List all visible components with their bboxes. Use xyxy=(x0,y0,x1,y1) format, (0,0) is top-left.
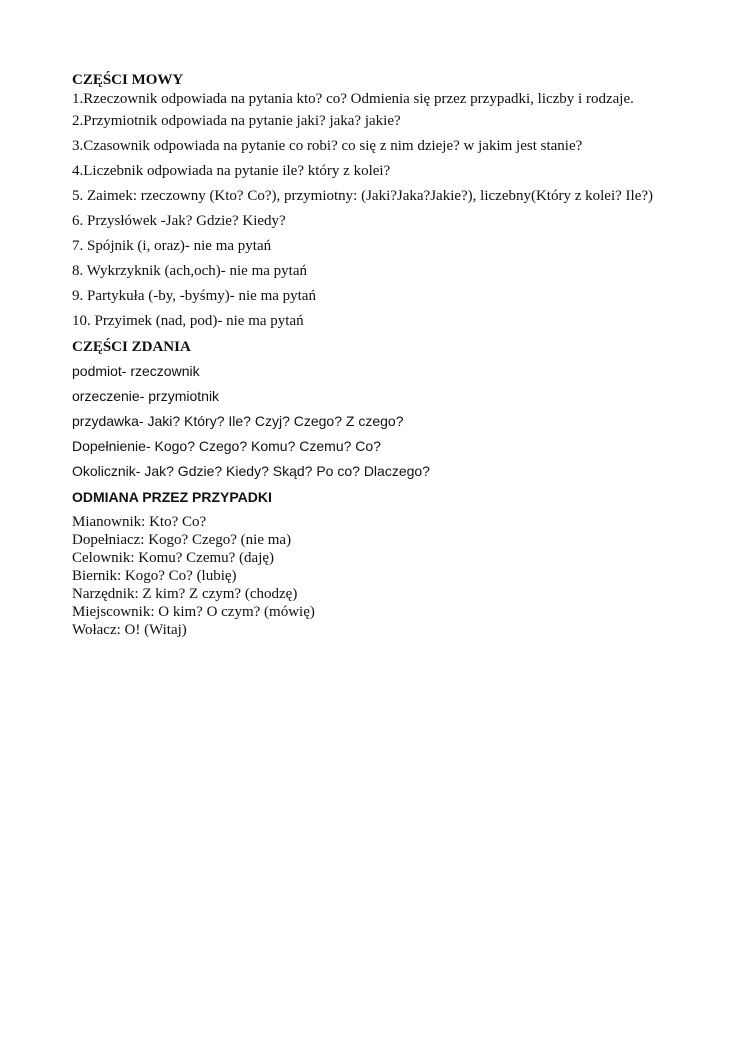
parts-of-sentence-heading: CZĘŚCI ZDANIA xyxy=(72,339,191,355)
document-page xyxy=(72,70,692,639)
list-item: Okolicznik- Jak? Gdzie? Kiedy? Skąd? Po co? Dlaczego? xyxy=(72,463,430,479)
list-item: Dopełnienie- Kogo? Czego? Komu? Czemu? Co? xyxy=(72,438,381,454)
list-item: 6. Przysłówek -Jak? Gdzie? Kiedy? xyxy=(72,213,286,229)
list-item: 7. Spójnik (i, oraz)- nie ma pytań xyxy=(72,238,272,254)
list-item: 8. Wykrzyknik (ach,och)- nie ma pytań xyxy=(72,263,307,279)
list-item: 4.Liczebnik odpowiada na pytanie ile? który z kolei? xyxy=(72,163,391,179)
list-item: Celownik: Komu? Czemu? (daję) xyxy=(72,550,275,566)
list-item: Mianownik: Kto? Co? xyxy=(72,514,207,530)
list-item: 5. Zaimek: rzeczowny (Kto? Co?), przymiotny: (Jaki?Jaka?Jakie?), liczebny(Który z kolei? Ile?) xyxy=(72,188,654,204)
list-item: 10. Przyimek (nad, pod)- nie ma pytań xyxy=(72,313,304,329)
list-item: podmiot- rzeczownik xyxy=(72,363,200,379)
list-item: 3.Czasownik odpowiada na pytanie co robi? co się z nim dzieje? w jakim jest stanie? xyxy=(72,138,583,154)
list-item: 2.Przymiotnik odpowiada na pytanie jaki? jaka? jakie? xyxy=(72,113,401,129)
list-item: 1.Rzeczownik odpowiada na pytania kto? co? Odmienia się przez przypadki, liczby i rodzaje. xyxy=(72,91,634,107)
list-item: 9. Partykuła (-by, -byśmy)- nie ma pytań xyxy=(72,288,316,304)
list-item: Narzędnik: Z kim? Z czym? (chodzę) xyxy=(72,586,298,602)
list-item: Dopełniacz: Kogo? Czego? (nie ma) xyxy=(72,532,292,548)
declension-list xyxy=(72,513,692,639)
parts-of-sentence-list xyxy=(72,362,692,480)
parts-of-speech-list xyxy=(72,90,692,330)
parts-of-speech-heading: CZĘŚCI MOWY xyxy=(72,72,184,88)
list-item: przydawka- Jaki? Który? Ile? Czyj? Czego? Z czego? xyxy=(72,413,404,429)
list-item: Miejscownik: O kim? O czym? (mówię) xyxy=(72,604,315,620)
list-item: Biernik: Kogo? Co? (lubię) xyxy=(72,568,237,584)
declension-heading: ODMIANA PRZEZ PRZYPADKI xyxy=(72,489,272,505)
list-item: Wołacz: O! (Witaj) xyxy=(72,622,187,638)
list-item: orzeczenie- przymiotnik xyxy=(72,388,220,404)
